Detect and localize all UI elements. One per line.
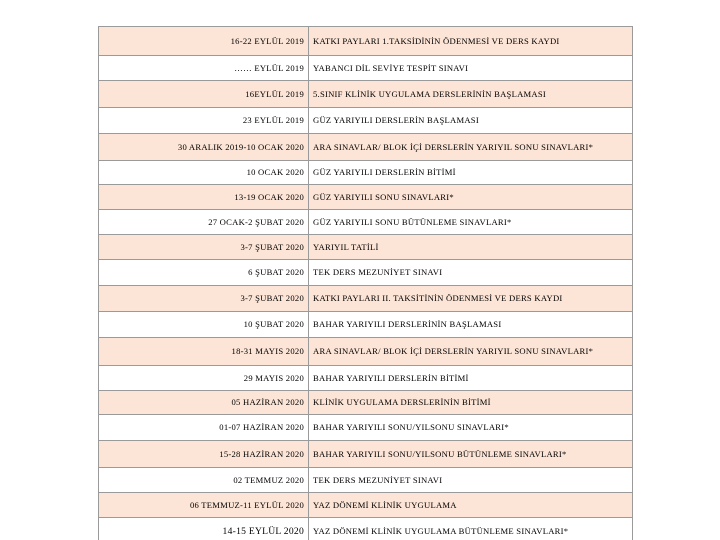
calendar-row bbox=[99, 468, 633, 493]
event-cell: ARA SINAVLAR/ BLOK İÇİ DERSLERİN YARIYIL SONU SINAVLARI* bbox=[309, 134, 633, 161]
calendar-row bbox=[99, 81, 633, 108]
event-cell: BAHAR YARIYILI DERSLERİN BİTİMİ bbox=[309, 366, 633, 391]
academic-calendar-table bbox=[98, 26, 633, 540]
calendar-row bbox=[99, 161, 633, 185]
date-cell: 6 ŞUBAT 2020 bbox=[99, 260, 309, 286]
date-cell: 02 TEMMUZ 2020 bbox=[99, 468, 309, 493]
date-cell: 10 ŞUBAT 2020 bbox=[99, 312, 309, 338]
event-cell: YABANCI DİL SEVİYE TESPİT SINAVI bbox=[309, 56, 633, 81]
event-cell: TEK DERS MEZUNİYET SINAVI bbox=[309, 468, 633, 493]
calendar-row bbox=[99, 235, 633, 260]
event-cell: 5.SINIF KLİNİK UYGULAMA DERSLERİNİN BAŞLAMASI bbox=[309, 81, 633, 108]
date-cell: 14-15 EYLÜL 2020 bbox=[99, 518, 309, 540]
date-cell: 30 ARALIK 2019-10 OCAK 2020 bbox=[99, 134, 309, 161]
event-cell: KLİNİK UYGULAMA DERSLERİNİN BİTİMİ bbox=[309, 391, 633, 415]
calendar-row bbox=[99, 493, 633, 518]
event-cell: YAZ DÖNEMİ KLİNİK UYGULAMA BÜTÜNLEME SINAVLARI* bbox=[309, 518, 633, 540]
date-cell: 10 OCAK 2020 bbox=[99, 161, 309, 185]
event-cell: GÜZ YARIYILI SONU SINAVLARI* bbox=[309, 185, 633, 210]
calendar-row bbox=[99, 338, 633, 366]
date-cell: 3-7 ŞUBAT 2020 bbox=[99, 235, 309, 260]
calendar-row bbox=[99, 366, 633, 391]
date-cell: 29 MAYIS 2020 bbox=[99, 366, 309, 391]
date-cell: …… EYLÜL 2019 bbox=[99, 56, 309, 81]
date-cell: 01-07 HAZİRAN 2020 bbox=[99, 415, 309, 441]
date-cell: 15-28 HAZİRAN 2020 bbox=[99, 441, 309, 468]
event-cell: YARIYIL TATİLİ bbox=[309, 235, 633, 260]
date-cell: 06 TEMMUZ-11 EYLÜL 2020 bbox=[99, 493, 309, 518]
event-cell: GÜZ YARIYILI SONU BÜTÜNLEME SINAVLARI* bbox=[309, 210, 633, 235]
calendar-row bbox=[99, 286, 633, 312]
date-cell: 27 OCAK-2 ŞUBAT 2020 bbox=[99, 210, 309, 235]
calendar-row bbox=[99, 312, 633, 338]
calendar-row bbox=[99, 108, 633, 134]
date-cell: 16-22 EYLÜL 2019 bbox=[99, 27, 309, 56]
event-cell: GÜZ YARIYILI DERSLERİN BAŞLAMASI bbox=[309, 108, 633, 134]
date-cell: 16EYLÜL 2019 bbox=[99, 81, 309, 108]
event-cell: TEK DERS MEZUNİYET SINAVI bbox=[309, 260, 633, 286]
event-cell: YAZ DÖNEMİ KLİNİK UYGULAMA bbox=[309, 493, 633, 518]
event-cell: BAHAR YARIYILI SONU/YILSONU SINAVLARI* bbox=[309, 415, 633, 441]
event-cell: BAHAR YARIYILI SONU/YILSONU BÜTÜNLEME SINAVLARI* bbox=[309, 441, 633, 468]
date-cell: 18-31 MAYIS 2020 bbox=[99, 338, 309, 366]
event-cell: KATKI PAYLARI II. TAKSİTİNİN ÖDENMESİ VE DERS KAYDI bbox=[309, 286, 633, 312]
calendar-row bbox=[99, 415, 633, 441]
date-cell: 13-19 OCAK 2020 bbox=[99, 185, 309, 210]
event-cell: GÜZ YARIYILI DERSLERİN BİTİMİ bbox=[309, 161, 633, 185]
calendar-row bbox=[99, 134, 633, 161]
date-cell: 3-7 ŞUBAT 2020 bbox=[99, 286, 309, 312]
calendar-row bbox=[99, 56, 633, 81]
calendar-body bbox=[99, 27, 633, 540]
calendar-row bbox=[99, 185, 633, 210]
date-cell: 05 HAZİRAN 2020 bbox=[99, 391, 309, 415]
event-cell: KATKI PAYLARI 1.TAKSİDİNİN ÖDENMESİ VE DERS KAYDI bbox=[309, 27, 633, 56]
date-cell: 23 EYLÜL 2019 bbox=[99, 108, 309, 134]
calendar-row bbox=[99, 518, 633, 540]
calendar-row bbox=[99, 260, 633, 286]
calendar-row bbox=[99, 210, 633, 235]
event-cell: BAHAR YARIYILI DERSLERİNİN BAŞLAMASI bbox=[309, 312, 633, 338]
calendar-row bbox=[99, 391, 633, 415]
calendar-row bbox=[99, 27, 633, 56]
calendar-row bbox=[99, 441, 633, 468]
event-cell: ARA SINAVLAR/ BLOK İÇİ DERSLERİN YARIYIL SONU SINAVLARI* bbox=[309, 338, 633, 366]
